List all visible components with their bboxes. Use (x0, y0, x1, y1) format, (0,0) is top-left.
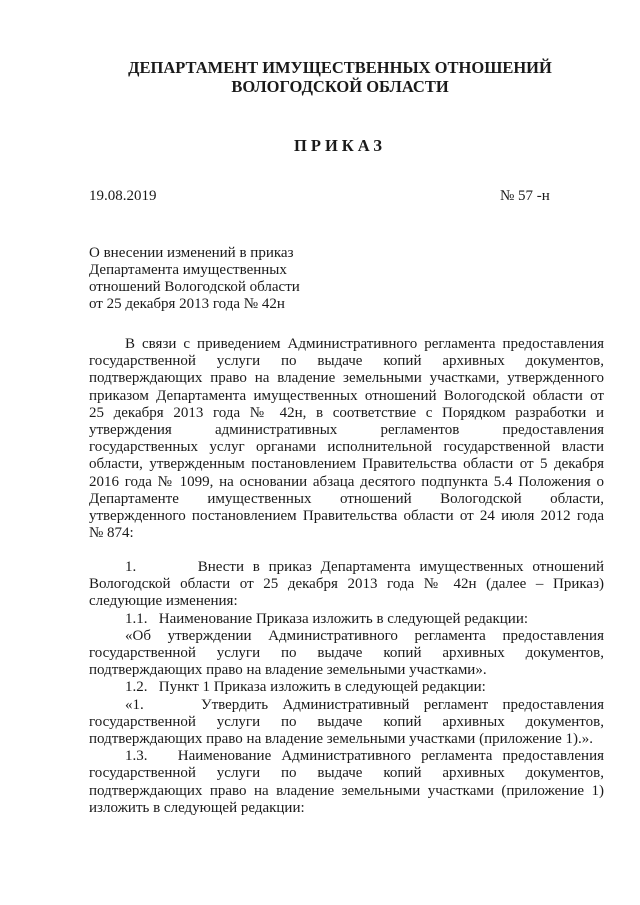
text-line: области, утвержденным постановлением Правительства области от 5 декабря (89, 456, 604, 473)
order-title: ПРИКАЗ (294, 136, 386, 155)
header-line-2: ВОЛОГОДСКОЙ ОБЛАСТИ (231, 77, 449, 96)
text-line: 25 декабря 2013 года № 42н, в соответствие с Порядком разработки и (89, 404, 604, 421)
subject-line: отношений Вологодской области (89, 279, 300, 295)
items-section (89, 559, 604, 817)
department-header (80, 58, 600, 96)
text-line: В связи с приведением Административного регламента предоставления (125, 336, 604, 352)
item-1-line: следующие изменения: (89, 593, 238, 610)
order-date: 19.08.2019 (89, 188, 157, 204)
text-line: государственной услуги по выдаче копий архивных документов, (89, 353, 604, 370)
text-line: утвержденного постановлением Правительства области от 24 июля 2012 года (89, 508, 604, 525)
item-1-1-line: 1.1. Наименование Приказа изложить в следующей редакции: (125, 610, 529, 627)
text-line: 2016 года № 1099, на основании абзаца десятого подпункта 5.4 Положения о (89, 473, 604, 490)
item-1-2-line: подтверждающих право на владение земельными участками (приложение 1).». (89, 731, 594, 748)
text-line: утверждения административных регламентов предоставления (89, 422, 604, 439)
item-1-line: 1. Внести в приказ Департамента имущественных отношений (125, 559, 604, 575)
text-line: государственных услуг органами исполнительной государственной власти (89, 439, 604, 456)
order-subject (89, 245, 349, 313)
text-line: подтверждающих право на владение земельными участками, утвержденного (89, 370, 604, 387)
text-line: приказом Департамента имущественных отношений Вологодской области от (89, 387, 604, 404)
item-1-2-line: «1. Утвердить Административный регламент предоставления (125, 696, 604, 713)
item-1-2-line: государственной услуги по выдаче копий архивных документов, (89, 713, 604, 730)
item-1-3-line: государственной услуги по выдаче копий архивных документов, (89, 765, 604, 782)
item-1-line: Вологодской области от 25 декабря 2013 года № 42н (далее – Приказ) (89, 576, 604, 593)
item-1-1-line: государственной услуги по выдаче копий архивных документов, (89, 645, 604, 662)
subject-line: О внесении изменений в приказ (89, 245, 294, 261)
preamble-paragraph (89, 336, 604, 542)
text-line: № 874: (89, 525, 134, 542)
item-1-3-line: подтверждающих право на владение земельными участками (приложение 1) (89, 782, 604, 799)
item-1-3-line: 1.3. Наименование Административного регламента предоставления (125, 748, 604, 765)
header-line-1: ДЕПАРТАМЕНТ ИМУЩЕСТВЕННЫХ ОТНОШЕНИЙ (128, 58, 552, 77)
item-1-1-line: подтверждающих право на владение земельными участками». (89, 662, 487, 679)
item-1-3-line: изложить в следующей редакции: (89, 799, 305, 816)
subject-line: от 25 декабря 2013 года № 42н (89, 296, 285, 312)
item-1-2-line: 1.2. Пункт 1 Приказа изложить в следующей редакции: (125, 679, 486, 696)
item-1-1-line: «Об утверждении Административного регламента предоставления (125, 627, 604, 644)
order-number: № 57 -н (500, 188, 550, 204)
subject-line: Департамента имущественных (89, 262, 287, 278)
text-line: Департаменте имущественных отношений Вологодской области, (89, 490, 604, 507)
